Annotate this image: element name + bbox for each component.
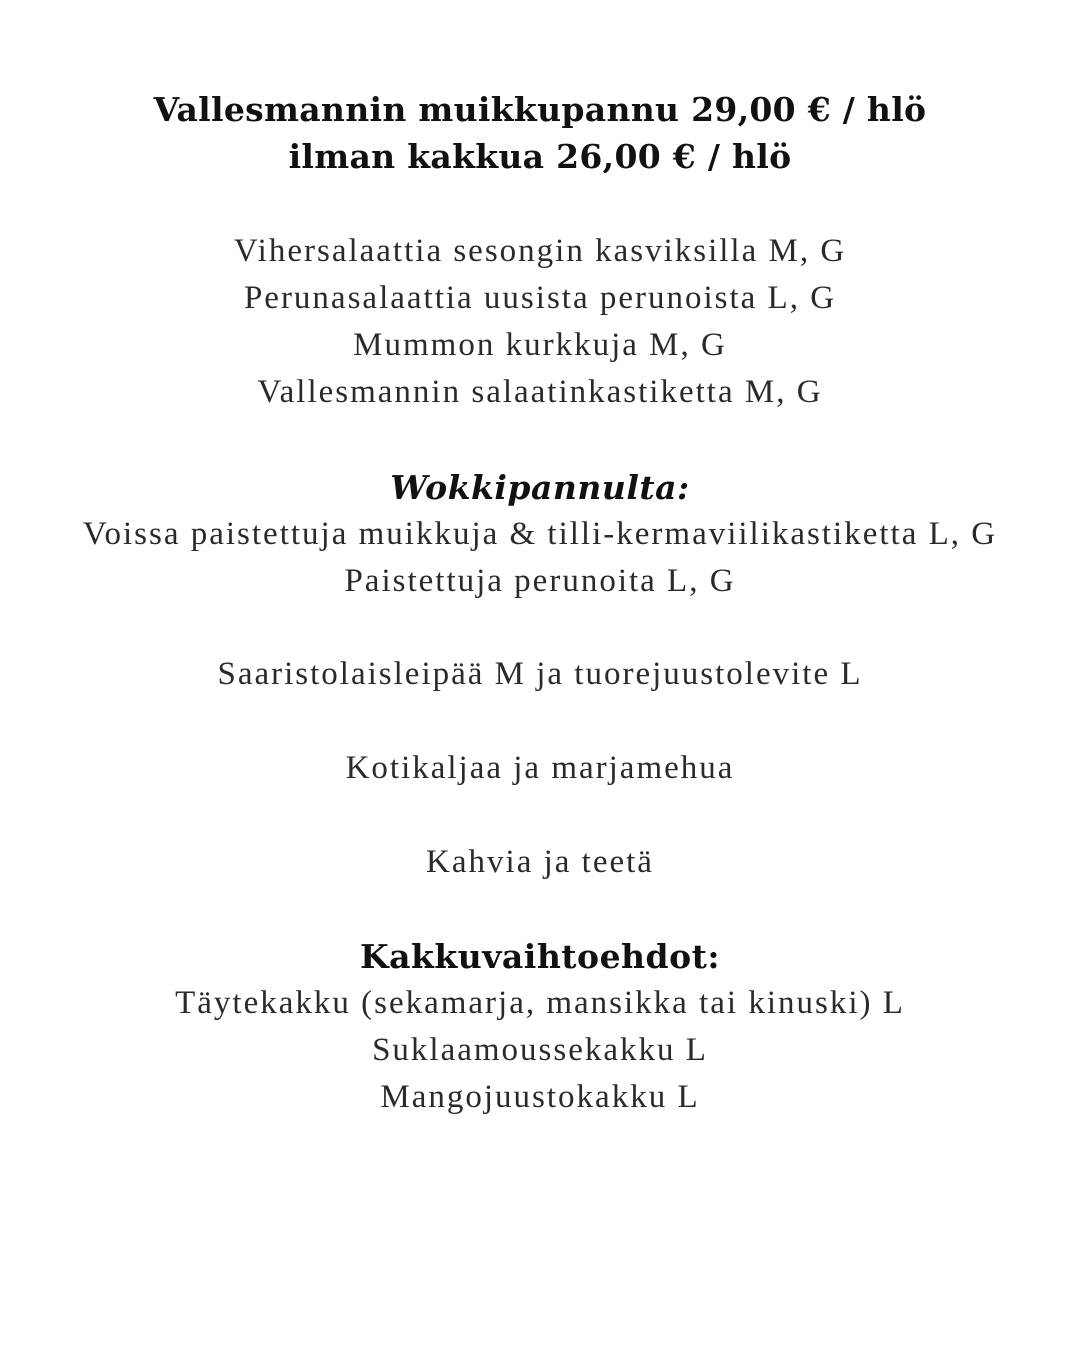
wok-item: Paistettuja perunoita L, G bbox=[344, 563, 736, 599]
menu-subtitle-price: ilman kakkua 26,00 € / hlö bbox=[288, 137, 792, 176]
coffee-item: Kahvia ja teetä bbox=[426, 844, 654, 880]
salad-item: Vihersalaattia sesongin kasviksilla M, G bbox=[233, 233, 847, 269]
wok-heading: Wokkipannulta: bbox=[390, 468, 690, 507]
cake-item: Suklaamoussekakku L bbox=[372, 1032, 708, 1068]
bread-item: Saaristolaisleipää M ja tuorejuustolevite L bbox=[217, 656, 863, 692]
cake-item: Mangojuustokakku L bbox=[380, 1079, 700, 1115]
wok-item: Voissa paistettuja muikkuja & tilli-kermaviilikastiketta L, G bbox=[82, 516, 998, 552]
cakes-heading: Kakkuvaihtoehdot: bbox=[359, 937, 721, 976]
salad-item: Mummon kurkkuja M, G bbox=[353, 327, 727, 363]
drinks-item: Kotikaljaa ja marjamehua bbox=[345, 750, 735, 786]
cake-item: Täytekakku (sekamarja, mansikka tai kinuski) L bbox=[175, 985, 905, 1021]
menu-title: Vallesmannin muikkupannu 29,00 € / hlö bbox=[153, 90, 927, 129]
salad-item: Perunasalaattia uusista perunoista L, G bbox=[243, 280, 837, 316]
salad-item: Vallesmannin salaatinkastiketta M, G bbox=[257, 374, 823, 410]
